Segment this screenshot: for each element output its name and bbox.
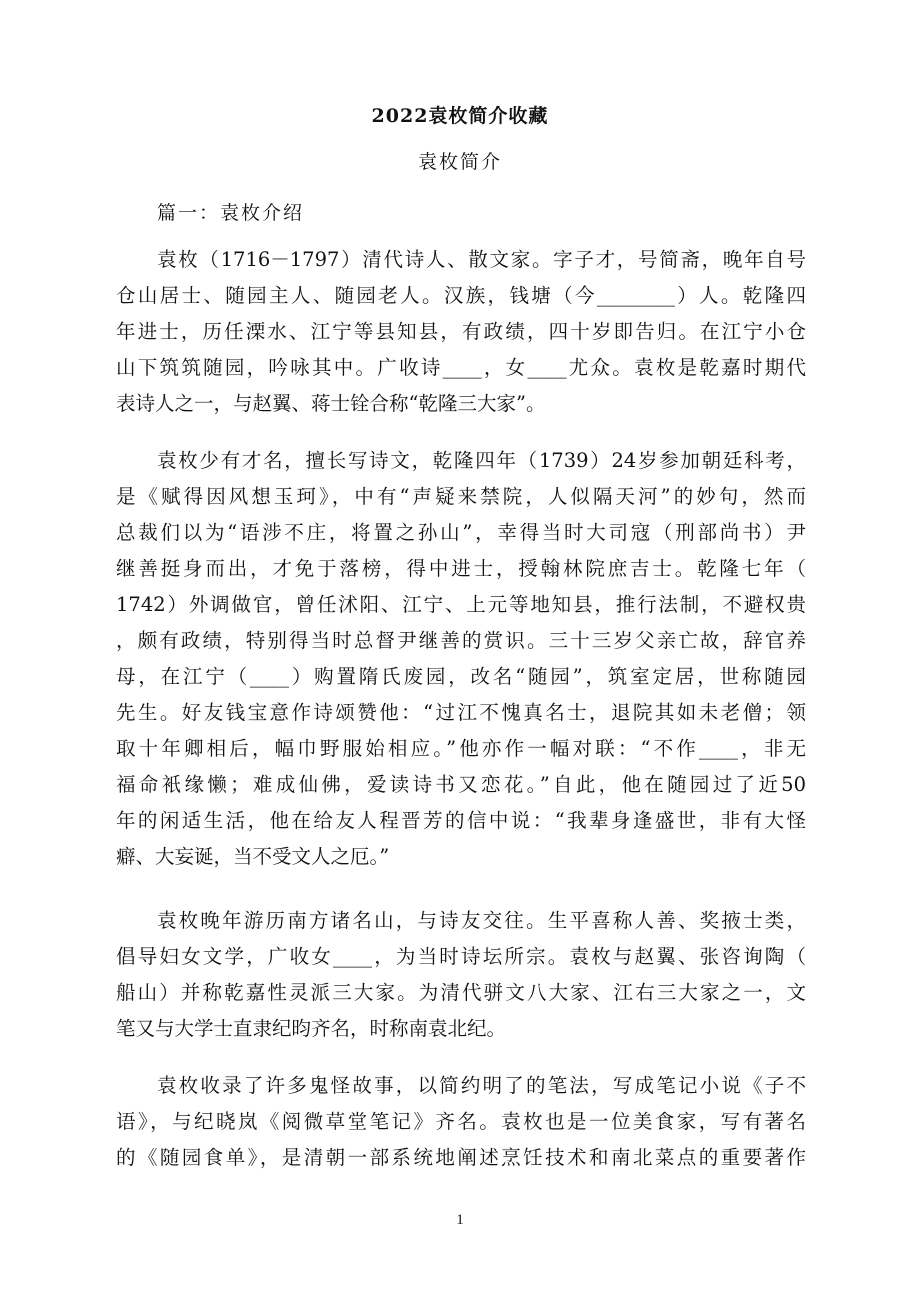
paragraph-line: 袁枚（1716－1797）清代诗人、散文家。字子才，号简斋，晚年自号	[157, 248, 806, 271]
paragraph-line: 语》，与纪晓岚《阅微草堂笔记》齐名。袁枚也是一位美食家，写有著名	[116, 1110, 806, 1133]
paragraph-1	[116, 242, 806, 422]
paragraph-line: 袁枚晚年游历南方诸名山，与诗友交往。生平喜称人善、奖掖士类，	[157, 909, 806, 932]
paragraph-line: 年进士，历任溧水、江宁等县知县，有政绩，四十岁即告归。在江宁小仓	[116, 320, 806, 343]
paragraph-line: 袁枚收录了许多鬼怪故事，以简约明了的笔法，写成笔记小说《子不	[157, 1074, 806, 1097]
section-heading: 篇一：袁枚介绍	[157, 202, 305, 224]
paragraph-line: 总裁们以为“语涉不庄，将置之孙山”，幸得当时大司寇（刑部尚书）尹	[116, 521, 806, 544]
paragraph-line: 继善挺身而出，才免于落榜，得中进士，授翰林院庶吉士。乾隆七年（	[116, 557, 806, 580]
paragraph-line: 是《赋得因风想玉珂》，中有“声疑来禁院，人似隔天河”的妙句，然而	[116, 485, 806, 508]
paragraph-line: 山下筑筑随园，吟咏其中。广收诗____，女____尤众。袁枚是乾嘉时期代	[116, 356, 806, 379]
paragraph-line: 取十年卿相后，幅巾野服始相应。”他亦作一幅对联：“不作____，非无	[116, 737, 806, 760]
paragraph-line: 1742）外调做官，曾任沭阳、江宁、上元等地知县，推行法制，不避权贵	[116, 593, 806, 616]
paragraph-4	[116, 1068, 806, 1176]
paragraph-line: 船山）并称乾嘉性灵派三大家。为清代骈文八大家、江右三大家之一，文	[116, 981, 806, 1004]
paragraph-line: 母，在江宁（____）购置隋氏废园，改名“随园”，筑室定居，世称随园	[116, 665, 806, 688]
paragraph-line: 仓山居士、随园主人、随园老人。汉族，钱塘（今________）人。乾隆四	[116, 284, 806, 307]
paragraph-3	[116, 903, 806, 1047]
paragraph-line: 的《随园食单》，是清朝一部系统地阐述烹饪技术和南北菜点的重要著作	[116, 1146, 806, 1169]
paragraph-line: 表诗人之一，与赵翼、蒋士铨合称“乾隆三大家”。	[116, 392, 546, 415]
paragraph-2	[116, 443, 806, 875]
paragraph-line: 先生。好友钱宝意作诗颂赞他：“过江不愧真名士，退院其如未老僧；领	[116, 701, 806, 724]
document-subtitle: 袁枚简介	[417, 151, 502, 173]
paragraph-line: ，颇有政绩，特别得当时总督尹继善的赏识。三十三岁父亲亡故，辞官养	[116, 629, 806, 652]
paragraph-line: 袁枚少有才名，擅长写诗文，乾隆四年（1739）24岁参加朝廷科考，	[157, 449, 806, 472]
paragraph-line: 癖、大妄诞，当不受文人之厄。”	[116, 845, 390, 868]
document-title: 2022袁枚简介收藏	[371, 105, 549, 127]
paragraph-line: 笔又与大学士直隶纪昀齐名，时称南袁北纪。	[116, 1017, 507, 1040]
paragraph-line: 年的闲适生活，他在给友人程晋芳的信中说：“我辈身逢盛世，非有大怪	[116, 809, 806, 832]
paragraph-line: 福命衹缘懒；难成仙佛，爱读诗书又恋花。”自此，他在随园过了近50	[116, 773, 806, 796]
paragraph-line: 倡导妇女文学，广收女____，为当时诗坛所宗。袁枚与赵翼、张咨询陶（	[116, 945, 806, 968]
page-number: 1	[456, 1212, 464, 1228]
